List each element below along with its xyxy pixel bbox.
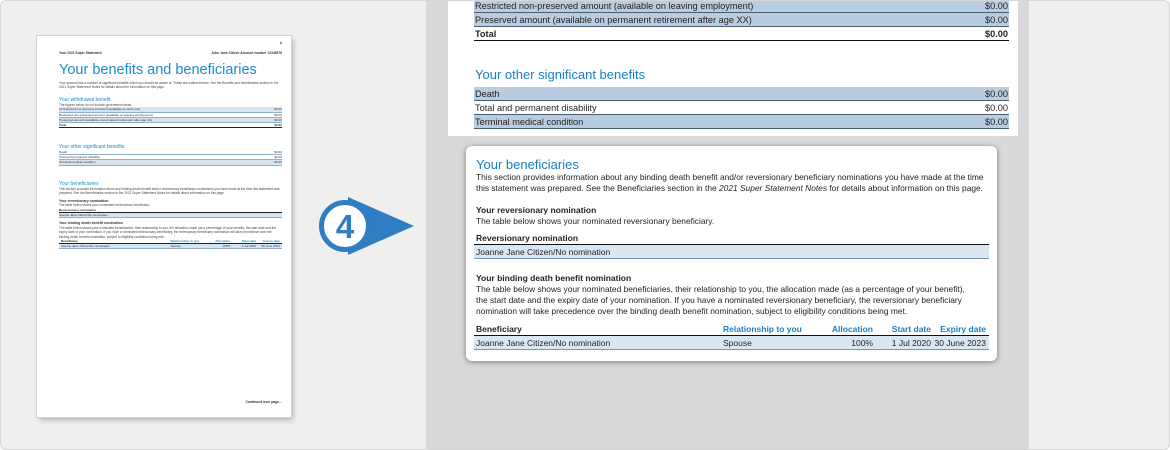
page-title: Your benefits and beneficiaries xyxy=(59,62,257,78)
reversionary-heading: Your reversionary nomination xyxy=(476,205,597,215)
row-value: $0.00 xyxy=(274,150,282,154)
page-number: 2 xyxy=(279,40,282,45)
col-allocation: Allocation xyxy=(831,324,873,334)
table-row xyxy=(474,101,1009,115)
table-header xyxy=(474,323,989,336)
binding-table xyxy=(474,323,989,350)
row-label: Preserved amount (available on permanent retirement after age XX) xyxy=(59,117,153,122)
row-value: Joanne Jane Citizen/No nomination xyxy=(59,213,108,217)
cell-beneficiary: Joanne Jane Citizen/No nomination xyxy=(61,244,110,248)
thumb-other-section xyxy=(59,144,282,166)
header-right: John Jane Citizen Account number 12345678 xyxy=(211,51,282,55)
table-row xyxy=(59,160,282,165)
thumb-reversionary-note: The table below shows your nominated reversionary beneficiary. xyxy=(59,203,150,208)
row-label: Restricted non-preserved amount (available on leaving employment) xyxy=(59,112,153,117)
thumb-other-heading: Your other significant benefits xyxy=(59,144,125,150)
row-value: $0.00 xyxy=(985,116,1008,127)
table-row xyxy=(474,0,1009,13)
table-row xyxy=(474,336,989,350)
thumb-withdrawal-section xyxy=(59,97,282,128)
reversionary-note: The table below shows your nominated reversionary beneficiary. xyxy=(476,216,715,226)
beneficiaries-heading: Your beneficiaries xyxy=(476,157,579,172)
row-label: Terminal medical condition xyxy=(475,116,584,127)
table-header xyxy=(474,232,989,245)
thumb-beneficiaries-section xyxy=(59,181,282,249)
table-row xyxy=(59,244,282,249)
row-label: Unrestricted non-preserved amount (available to cash now) xyxy=(59,107,141,112)
cell-beneficiary: Joanne Jane Citizen/No nomination xyxy=(476,337,611,348)
row-label: Total xyxy=(59,122,67,127)
continued-label: Continued over page... xyxy=(245,400,282,404)
cell-allocation: 100% xyxy=(851,337,873,348)
thumb-withdrawal-heading: Your withdrawal benefit xyxy=(59,97,111,103)
binding-heading: Your binding death benefit nomination xyxy=(476,273,632,283)
row-label: Restricted non-preserved amount (available on leaving employment) xyxy=(475,0,754,11)
col-allocation: Allocation xyxy=(215,238,231,243)
binding-note xyxy=(476,284,991,317)
row-value: $0.00 xyxy=(274,112,282,117)
col-reversionary: Reversionary nomination xyxy=(476,233,579,243)
step-indicator xyxy=(318,197,414,255)
thumb-withdrawal-note: The figures below do not include government taxes. xyxy=(59,103,133,107)
intro-line: this statement was prepared. See the Beneficiaries section in the xyxy=(476,183,720,193)
step-number: 4 xyxy=(319,200,371,252)
col-start: Start date xyxy=(891,324,931,334)
row-value: $0.00 xyxy=(985,28,1008,39)
col-beneficiary: Beneficiary xyxy=(61,238,78,243)
table-row xyxy=(474,87,1009,101)
col-beneficiary: Beneficiary xyxy=(476,324,522,334)
col-expiry: Expiry date xyxy=(940,324,986,334)
row-value: $0.00 xyxy=(274,160,282,165)
thumb-binding-heading: Your binding death benefit nomination xyxy=(59,221,123,226)
table-row-total xyxy=(59,123,282,128)
note-line: The table below shows your nominated beneficiaries, their relationship to you, the allocation made (as a percentage of your benefit), xyxy=(476,284,965,294)
cell-expiry: 30 June 2023 xyxy=(261,244,280,248)
row-value: $0.00 xyxy=(985,0,1008,11)
thumb-reversionary-heading: Your reversionary nomination xyxy=(59,198,109,203)
row-value: $0.00 xyxy=(274,155,282,160)
row-label: Total and permanent disability xyxy=(59,155,100,160)
row-label: Terminal medical condition xyxy=(59,160,96,165)
cell-relationship: Spouse xyxy=(170,244,181,248)
cell-reversionary: Joanne Jane Citizen/No nomination xyxy=(476,246,611,257)
cell-relationship: Spouse xyxy=(723,337,752,348)
row-label: Total xyxy=(475,28,497,39)
row-label: Death xyxy=(59,150,68,154)
table-row xyxy=(474,13,1009,27)
note-line: the start date and the expiry date of your nomination. If you have a nominated reversionary beneficiary, the reversionary beneficiary xyxy=(476,295,962,305)
cell-start: 1 Jul 2020 xyxy=(241,244,257,248)
beneficiaries-card xyxy=(466,146,997,361)
col-expiry: Expiry date xyxy=(263,238,280,243)
page-header xyxy=(59,51,282,55)
statement-page-thumbnail xyxy=(37,36,291,417)
thumb-intro-block xyxy=(59,81,282,90)
table-row xyxy=(59,213,282,218)
col-relationship: Relationship to you xyxy=(170,238,200,243)
cell-start: 1 Jul 2020 xyxy=(891,337,931,348)
notes-title: 2021 Super Statement Notes xyxy=(719,183,828,193)
table-row xyxy=(474,115,1009,129)
other-benefits-heading: Your other significant benefits xyxy=(475,67,646,82)
row-value: $0.00 xyxy=(274,117,282,122)
thumb-beneficiaries-heading: Your beneficiaries xyxy=(59,181,99,187)
col-relationship: Relationship to you xyxy=(723,324,802,334)
header-left: Your 2021 Super Statement xyxy=(59,51,102,55)
cell-allocation: 100% xyxy=(222,244,231,248)
row-value: $0.00 xyxy=(985,102,1008,113)
intro-line: for details about information on this page. xyxy=(827,183,983,193)
thumb-beneficiaries-intro: This section provides information about any binding death benefit and/or reversionary beneficiary nominations you have made at the time this statement was prepared. See the Beneficiaries section in the 2021 Super Statement Notes for details about information on this page. xyxy=(59,187,280,196)
table-row-total xyxy=(474,27,1009,41)
row-value: $0.00 xyxy=(274,107,282,112)
beneficiaries-intro xyxy=(476,172,991,194)
table-row xyxy=(474,245,989,259)
note-line: nomination will take precedence over the binding death benefit nomination, subject to eligibility conditions being met. xyxy=(476,306,908,316)
row-value: $0.00 xyxy=(985,88,1008,99)
row-value: $0.00 xyxy=(274,122,282,127)
reversionary-table xyxy=(474,232,989,259)
col-start: Start date xyxy=(241,238,257,243)
row-label: Death xyxy=(475,88,500,99)
thumb-intro: Your account has a number of significant benefits which you should be aware of. These are outlined below. See the Benefits and beneficiaries section in the 2021 Super Statement Notes for details about the information on this page. xyxy=(59,81,279,90)
row-value: $0.00 xyxy=(985,14,1008,25)
thumb-binding-note: The table below shows your nominated beneficiaries, their relationship to you, the allocation made (as a percentage of your benefit), the start date and the expiry date of your nomination. If you have a nominated reversionary beneficiary, the reversionary beneficiary nomination will take precedence over the binding death benefit nomination, subject to eligibility conditions being met. xyxy=(59,225,277,239)
row-label: Total and permanent disability xyxy=(475,102,597,113)
intro-line: This section provides information about any binding death benefit and/or reversionary beneficiary nominations you have made at the time xyxy=(476,172,984,182)
row-label: Preserved amount (available on permanent retirement after age XX) xyxy=(475,14,752,25)
cell-expiry: 30 June 2023 xyxy=(934,337,986,348)
col-label: Reversionary nomination xyxy=(59,207,97,212)
